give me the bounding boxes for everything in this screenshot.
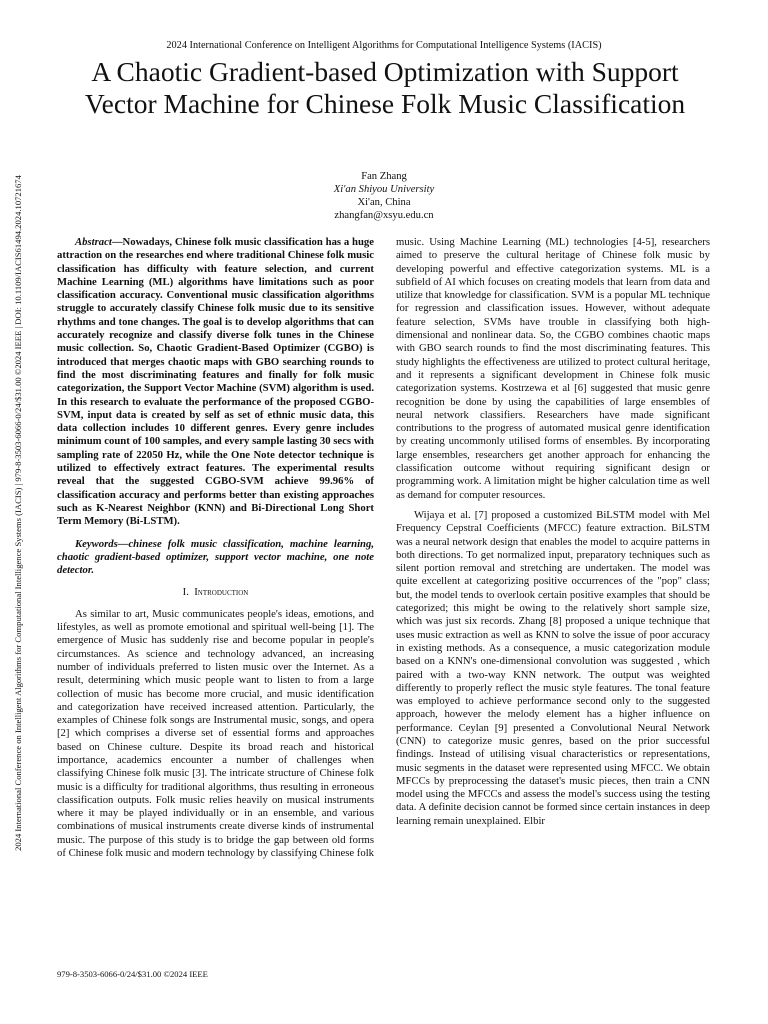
conference-header: 2024 International Conference on Intelligent Algorithms for Computational Intelligence Systems (IACIS) xyxy=(166,40,602,51)
abstract-label: Abstract xyxy=(75,236,112,248)
side-note xyxy=(6,128,30,898)
keywords-label: Keywords xyxy=(75,537,118,550)
keywords xyxy=(57,538,374,578)
section-heading xyxy=(57,586,374,599)
abstract-text: —Nowadays, Chinese folk music classification has a huge attraction on the researches end where traditional Chinese folk music classification has difficulty with feature selection, and current Machine Learning (ML) algorithms have limitations such as poor classification accuracy. Conventional music classification algorithms struggle to accurately classify Chinese folk music due to its sensitive rhythms and tone changes. The goal is to develop algorithms that can accurately recognize and classify diverse folk tunes in the Chinese music collection. So, Chaotic Gradient-Based Optimizer (CGBO) is introduced that merges chaotic maps with GBO searching rounds to find the most discriminating features and finally for folk music categorization, the Support Vector Machine (SVM) algorithm is used. In this research to evaluate the performance of the proposed CGBO-SVM, input data is created by self as set of ethnic music data, this data collection includes 10 different genres. Every genre includes minimum count of 100 samples, and every sample lasting 30 secs with sampling rate of 22050 Hz, while the One Note detector technique is utilized to effectively extract features. The experimental results reveal that the suggested CGBO-SVM achieve 99.96% of classification accuracy and performs better than existing approaches such as K-Nearest Neighbor (KNN) and Bi-Directional Long Short Term Memory (Bi-LSTM). xyxy=(57,236,374,528)
side-note-text: 2024 International Conference on Intelligent Algorithms for Computational Intelligence Systems (IACIS) | 979-8-3503-6066-0/24/$31.00 ©2024 IEEE | DOI: 10.1109/IACIS61494.2024.10721674 xyxy=(13,175,23,851)
section-number: I. xyxy=(182,586,189,599)
right-column xyxy=(396,236,710,828)
right-paragraph-2: Wijaya et al. [7] proposed a customized BiLSTM model with Mel Frequency Cepstral Coefficients (MFCC) feature extraction. BiLSTM was a neural network design that enables the model to acquire patterns in both directions. To get normalized input, preparatory techniques such as silent portion removal and stretching are undertaken. The model was quite excellent at categorizing positive occurrences of the "pop" class; but, the model tends to overlook certain positive examples that should be categorized; this might be owing to the relatively short sample size, which was just six records. Zhang [8] proposed a unique technique that uses music extraction as well as KNN to solve the issue of poor accuracy in existing methods. As a consequence, a music categorization module based on a KNN's one-dimensional convolution was suggested , which paired with a two-way KNN network. The output was weighted differently to properly reflect the music style features. The tonal feature was employed to achieve performance second only to the suggested approach, however the melody element has a higher influence on performance. Ceylan [9] presented a Convolutional Neural Network (CNN) to categorize music genres, based on the prior successful findings. Instead of utilising visual characteristics or representations, music segments in the dataset were represented using MFCC. We obtain MFCCs by preprocessing the dataset's music pieces, then train a CNN model using the MFCCs and assess the model's success using the testing data. A definite decision cannot be formed since certain instances in deep learning remain unexplained. Elbir xyxy=(396,508,710,827)
keywords-text: —chinese folk music classification, machine learning, chaotic gradient-based optimizer, support vector machine, one note detector. xyxy=(57,537,374,577)
paper-title: A Chaotic Gradient-based Optimization with Support Vector Machine for Chinese Folk Music Classification xyxy=(84,56,686,119)
right-paragraph-1: music. Using Machine Learning (ML) technologies [4-5], researchers aimed to preserve the cultural heritage of Chinese folk music by developing powerful and effective categorization systems. ML is a subfield of AI which focuses on creating models that learn from data and utilize that knowledge for classification. SVM is a popular ML technique for regression and classification issues. However, without adequate feature selection, SVMs have trouble in classifying both high-dimensional and nonlinear data. So, the CGBO combines chaotic maps with GBO search rounds to find the most discriminating features. This study highlights the effectiveness are utilized to protect cultural heritage, and it represents a significant development in Chinese folk music categorization systems. Kostrzewa et al [6] suggested that music genre recognition be done by using the capabilities of large ensembles of neural network classifiers. Researchers have made significant contributions to the progress of automated musical genre identification by creating uncommonly utilised forms of ensembles. By incorporating large ensembles, researchers get another approach for enhancing the classification outcome without requiring significant design or programming work. A limitation might be higher calculation time as well as demand for computer resources. xyxy=(396,236,710,501)
section-title: Introduction xyxy=(194,586,249,599)
author-affiliation: Xi'an Shiyou University xyxy=(333,184,435,195)
copyright-footer: 979-8-3503-6066-0/24/$31.00 ©2024 IEEE xyxy=(57,969,208,979)
author-email[interactable]: zhangfan@xsyu.edu.cn xyxy=(334,210,434,221)
left-column xyxy=(57,236,374,860)
abstract xyxy=(57,236,374,529)
author-block xyxy=(0,170,768,222)
intro-paragraph-1: As similar to art, Music communicates people's ideas, emotions, and lifestyles, as well as promote emotional and spiritual well-being [1]. The emergence of Music has suddenly rise and become popular in people's circumstances. As science and technology advanced, an increasing number of individuals preferred to listen music over the Internet. As a result, determining which music people want to listen to from a large collection of music has become more crucial, and music identification and categorization have received increased attention. Particularly, the examples of Chinese folk songs are Instrumental music, songs, and opera [2] which comprises a diverse set of essential forms and approaches based on Chinese culture. Despite its broad reach and historical importance, academics encounter a number of challenges when classifying Chinese folk music [3]. The intricate structure of Chinese folk music is a difficulty for traditional algorithms, thus resulting in erroneous classification outputs. Folk music relies heavily on musical instruments where it may be played individually or in an ensemble, and various combinations of musical instruments create diverse kinds of instrumental music. The purpose of this study is to bridge the gap between old forms of Chinese folk music and modern technology by classifying Chinese folk xyxy=(57,607,375,860)
author-location: Xi'an, China xyxy=(357,197,411,208)
author-name: Fan Zhang xyxy=(361,171,407,182)
